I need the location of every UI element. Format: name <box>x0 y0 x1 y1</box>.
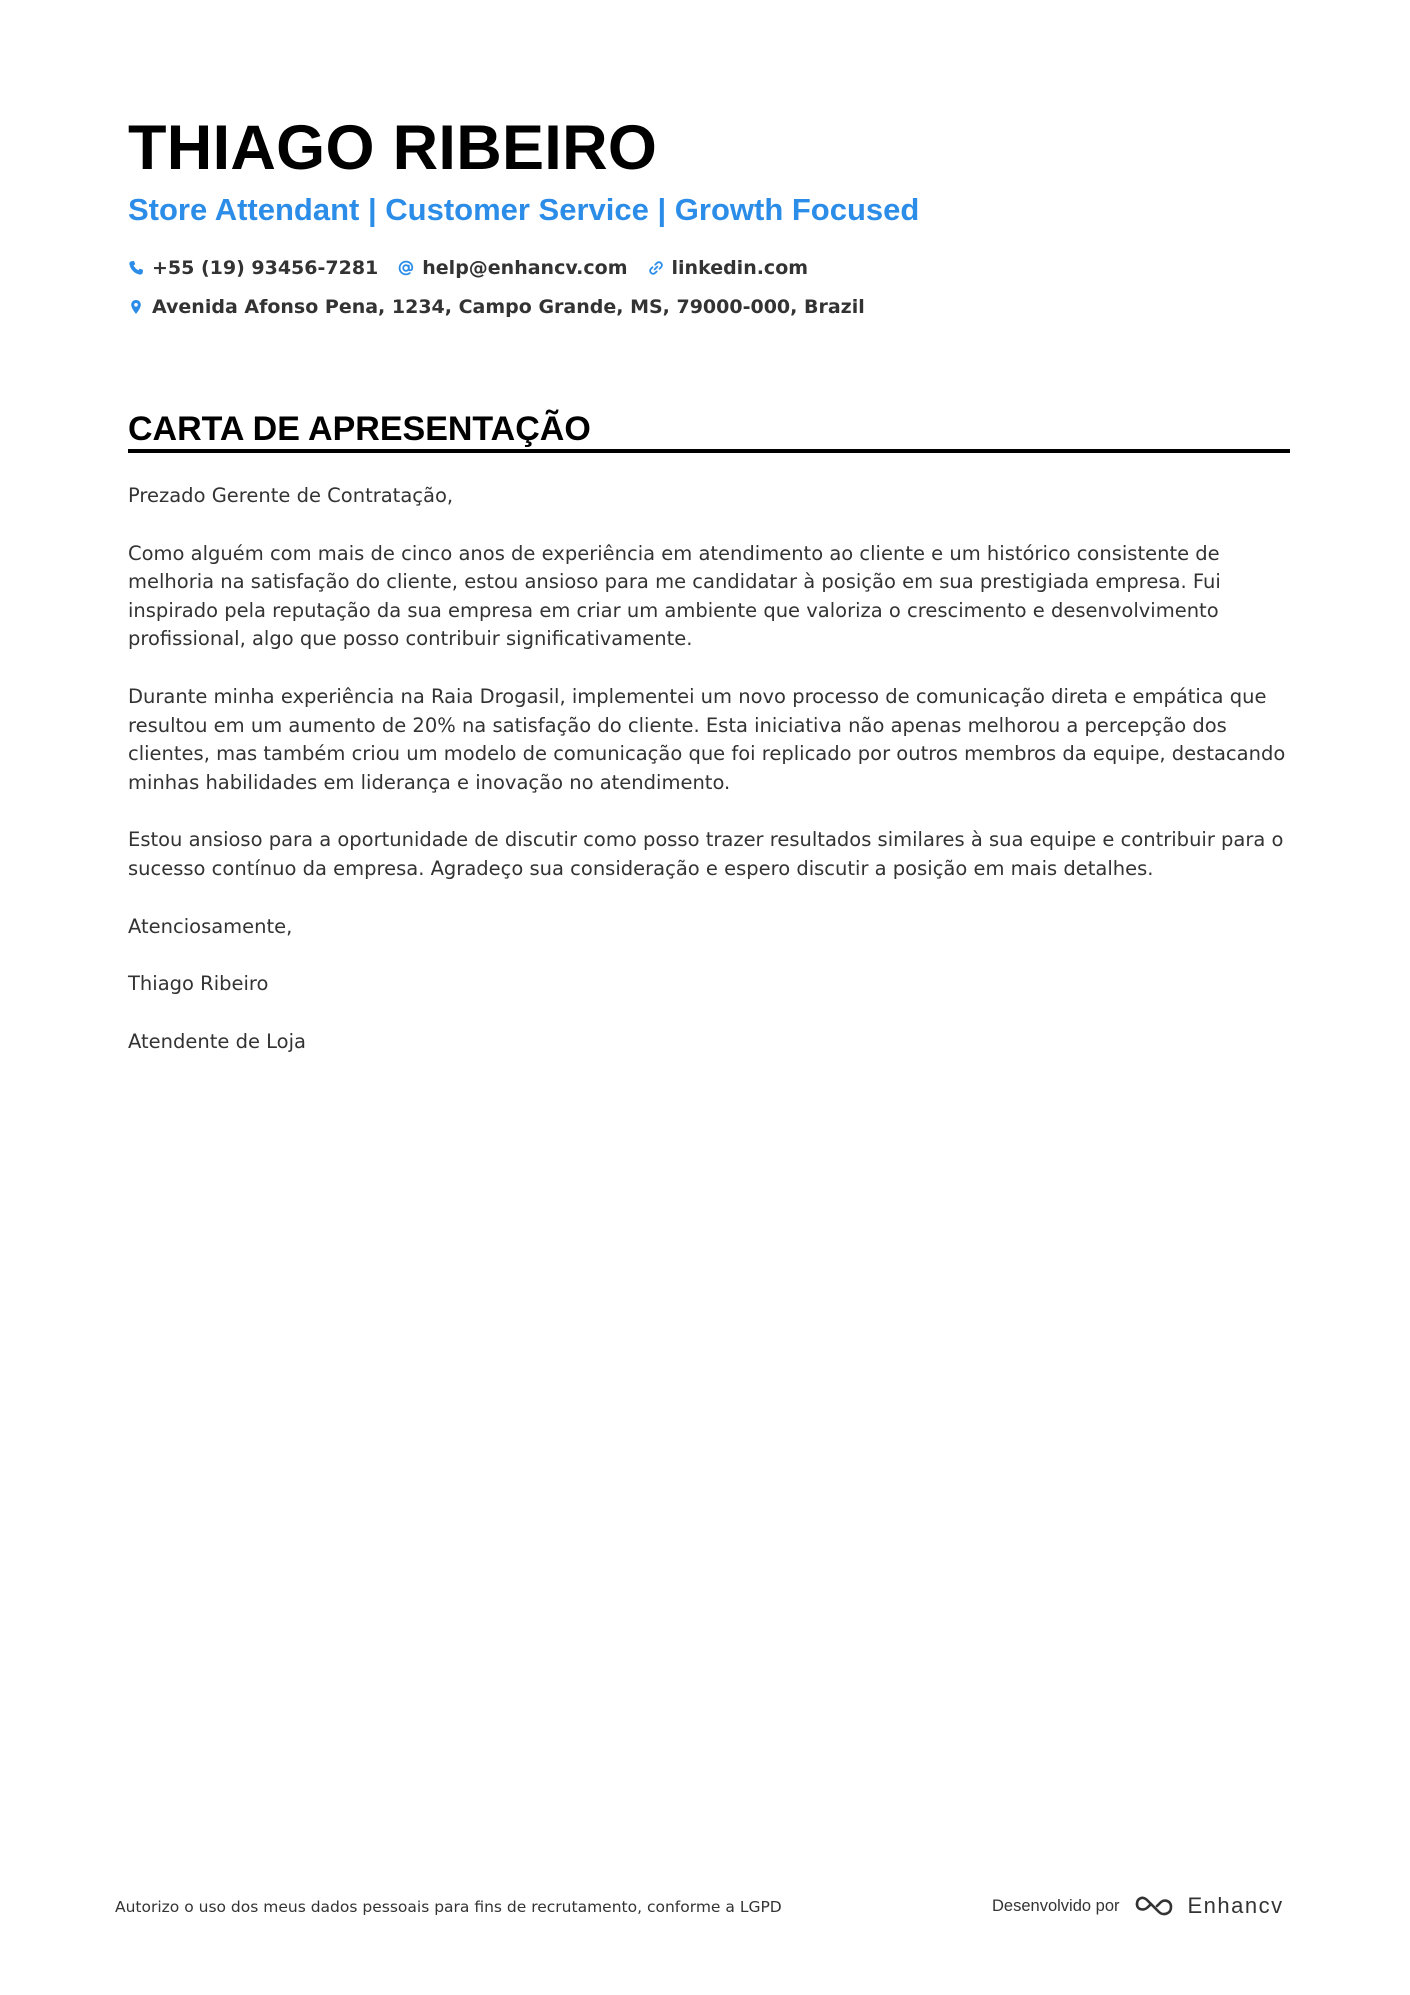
enhancv-brand-name: Enhancv <box>1187 1893 1284 1918</box>
candidate-name: THIAGO RIBEIRO <box>128 113 658 183</box>
linkedin-contact[interactable] <box>648 254 809 282</box>
signature-name: Thiago Ribeiro <box>128 972 269 996</box>
contact-row <box>128 254 828 282</box>
address-contact <box>128 293 865 321</box>
powered-by-label: Desenvolvido por <box>992 1896 1120 1915</box>
phone-text: +55 (19) 93456-7281 <box>152 257 379 279</box>
address-text: Avenida Afonso Pena, 1234, Campo Grande, MS, 79000-000, Brazil <box>152 296 865 318</box>
powered-by[interactable] <box>992 1891 1284 1921</box>
enhancv-logo-icon <box>1132 1891 1188 1921</box>
location-pin-icon <box>128 299 144 315</box>
letter-closing: Atenciosamente, <box>128 914 293 938</box>
email-text: help@enhancv.com <box>422 257 628 279</box>
consent-note: Autorizo o uso dos meus dados pessoais para fins de recrutamento, conforme a LGPD <box>115 1898 782 1916</box>
phone-icon <box>128 260 144 276</box>
signature-title: Atendente de Loja <box>128 1029 306 1053</box>
letter-paragraph: Como alguém com mais de cinco anos de experiência em atendimento ao cliente e um histórico consistente de melhoria na satisfação do cliente, estou ansioso para me candidatar à posição em sua prestigiada empresa. Fui inspirado pela reputação da sua empresa em criar um ambiente que valoriza o crescimento e desenvolvimento profissional, algo que posso contribuir significativamente. <box>128 541 1221 651</box>
letter-paragraph: Durante minha experiência na Raia Drogasil, implementei um novo processo de comunicação direta e empática que resultou em um aumento de 20% na satisfação do cliente. Esta iniciativa não apenas melhorou a percepção dos clientes, mas também criou um modelo de comunicação que foi replicado por outros membros da equipe, destacando minhas habilidades em liderança e inovação no atendimento. <box>128 684 1286 794</box>
link-icon <box>648 260 664 276</box>
candidate-headline: Store Attendant | Customer Service | Growth Focused <box>128 192 920 227</box>
email-contact[interactable] <box>398 254 627 282</box>
letter-paragraph: Estou ansioso para a oportunidade de discutir como posso trazer resultados similares à sua equipe e contribuir para o sucesso contínuo da empresa. Agradeço sua consideração e espero discutir a posição em mais detalhes. <box>128 828 1284 880</box>
phone-contact[interactable] <box>128 254 378 282</box>
linkedin-text: linkedin.com <box>671 257 809 279</box>
section-title: CARTA DE APRESENTAÇÃO <box>128 410 591 448</box>
at-icon <box>398 260 414 276</box>
section-divider <box>128 449 1290 453</box>
letter-greeting: Prezado Gerente de Contratação, <box>128 484 454 507</box>
address-row <box>128 293 885 321</box>
letter-body <box>128 482 1290 1085</box>
